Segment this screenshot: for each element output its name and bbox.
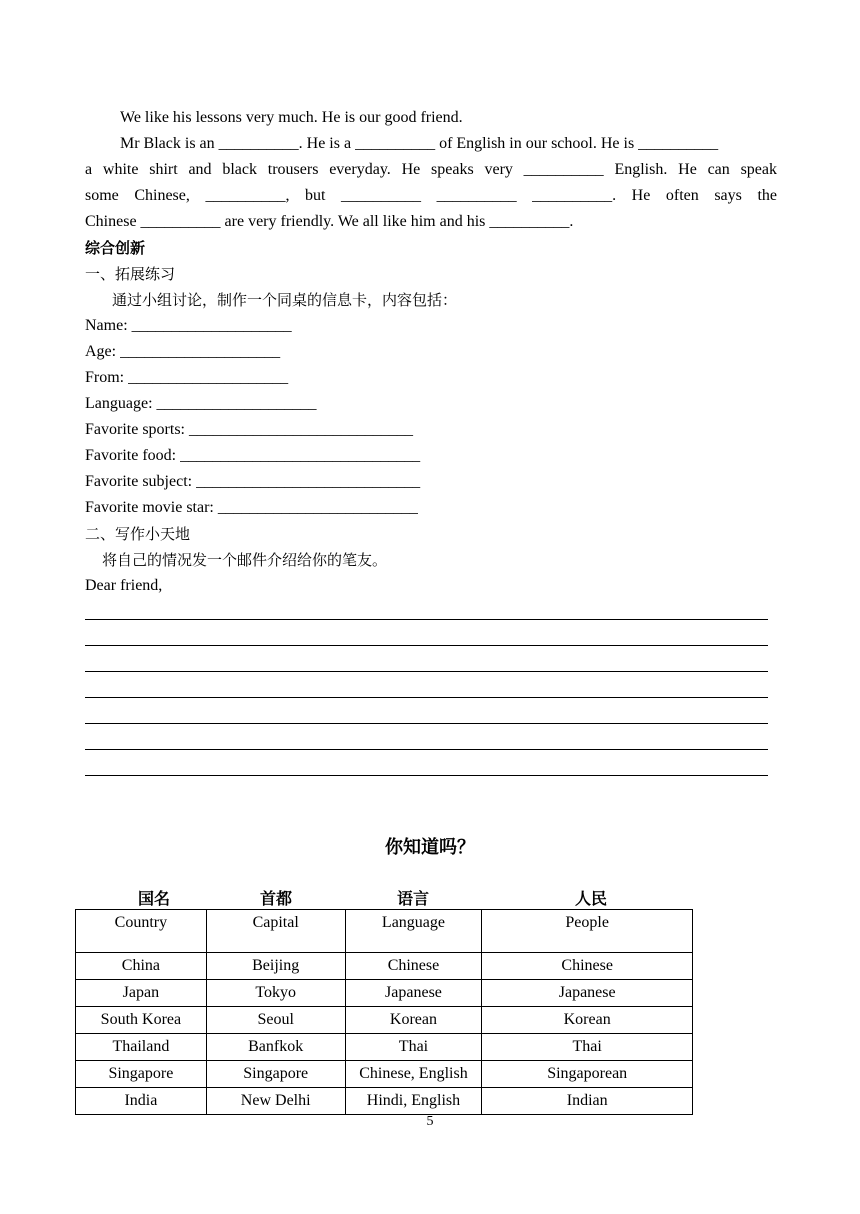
- writing-line: [85, 723, 768, 724]
- section-heading: 综合创新: [85, 239, 146, 257]
- cn-header-language: 语言: [397, 889, 430, 908]
- cell-country: China: [76, 953, 207, 980]
- cell-people: Korean: [482, 1007, 693, 1034]
- cell-people: Japanese: [482, 980, 693, 1007]
- table-row: [76, 1088, 693, 1115]
- table-row: [76, 1061, 693, 1088]
- cn-header-people: 人民: [575, 889, 608, 908]
- cell-language: Korean: [345, 1007, 482, 1034]
- field-favorite-movie-star: Favorite movie star: _________________________: [85, 499, 418, 516]
- cell-country: Singapore: [76, 1061, 207, 1088]
- part2-instruction: 将自己的情况发一个邮件介绍给你的笔友。: [102, 551, 388, 569]
- cell-people: Chinese: [482, 953, 693, 980]
- header-people: People: [482, 910, 693, 953]
- field-name: Name: ____________________: [85, 317, 292, 334]
- passage-line-5: Chinese __________ are very friendly. We all like him and his __________.: [85, 213, 574, 230]
- cell-capital: Tokyo: [206, 980, 345, 1007]
- country-table: [75, 909, 693, 1115]
- passage-line-1: We like his lessons very much. He is our good friend.: [120, 109, 463, 126]
- part2-heading: 二、写作小天地: [85, 525, 191, 543]
- cell-capital: Banfkok: [206, 1034, 345, 1061]
- table-row: [76, 980, 693, 1007]
- field-favorite-subject: Favorite subject: ____________________________: [85, 473, 421, 490]
- field-age: Age: ____________________: [85, 343, 281, 360]
- field-from: From: ____________________: [85, 369, 289, 386]
- cell-language: Chinese, English: [345, 1061, 482, 1088]
- did-you-know-title: 你知道吗？: [385, 837, 475, 858]
- table-row: [76, 1007, 693, 1034]
- table-row: [76, 953, 693, 980]
- writing-line: [85, 697, 768, 698]
- cell-country: India: [76, 1088, 207, 1115]
- cell-language: Japanese: [345, 980, 482, 1007]
- cn-header-capital: 首都: [260, 889, 293, 908]
- salutation: Dear friend,: [85, 577, 163, 594]
- writing-line: [85, 775, 768, 776]
- cn-header-country: 国名: [138, 889, 171, 908]
- cell-people: Singaporean: [482, 1061, 693, 1088]
- part1-heading: 一、拓展练习: [85, 265, 176, 283]
- writing-line: [85, 645, 768, 646]
- passage-line-2: Mr Black is an __________. He is a __________ of English in our school. He is __________: [120, 135, 719, 152]
- cell-people: Indian: [482, 1088, 693, 1115]
- page-number: 5: [426, 1114, 434, 1129]
- cell-country: Japan: [76, 980, 207, 1007]
- cell-country: South Korea: [76, 1007, 207, 1034]
- writing-line: [85, 749, 768, 750]
- cell-language: Hindi, English: [345, 1088, 482, 1115]
- cell-capital: Singapore: [206, 1061, 345, 1088]
- header-capital: Capital: [206, 910, 345, 953]
- cell-people: Thai: [482, 1034, 693, 1061]
- passage-line-3: a white shirt and black trousers everyday. He speaks very __________ English. He can speak: [85, 161, 777, 178]
- passage-line-4: some Chinese, __________, but __________ __________ __________. He often says the: [85, 187, 777, 204]
- table-row: [76, 1034, 693, 1061]
- cell-capital: Beijing: [206, 953, 345, 980]
- cell-capital: New Delhi: [206, 1088, 345, 1115]
- field-language: Language: ____________________: [85, 395, 317, 412]
- part1-instruction: 通过小组讨论，制作一个同桌的信息卡，内容包括：: [112, 291, 458, 309]
- cell-capital: Seoul: [206, 1007, 345, 1034]
- field-favorite-sports: Favorite sports: ____________________________: [85, 421, 413, 438]
- cell-language: Thai: [345, 1034, 482, 1061]
- writing-line: [85, 619, 768, 620]
- cell-country: Thailand: [76, 1034, 207, 1061]
- cell-language: Chinese: [345, 953, 482, 980]
- header-country: Country: [76, 910, 207, 953]
- field-favorite-food: Favorite food: ______________________________: [85, 447, 421, 464]
- table-header-row: [76, 910, 693, 953]
- header-language: Language: [345, 910, 482, 953]
- writing-line: [85, 671, 768, 672]
